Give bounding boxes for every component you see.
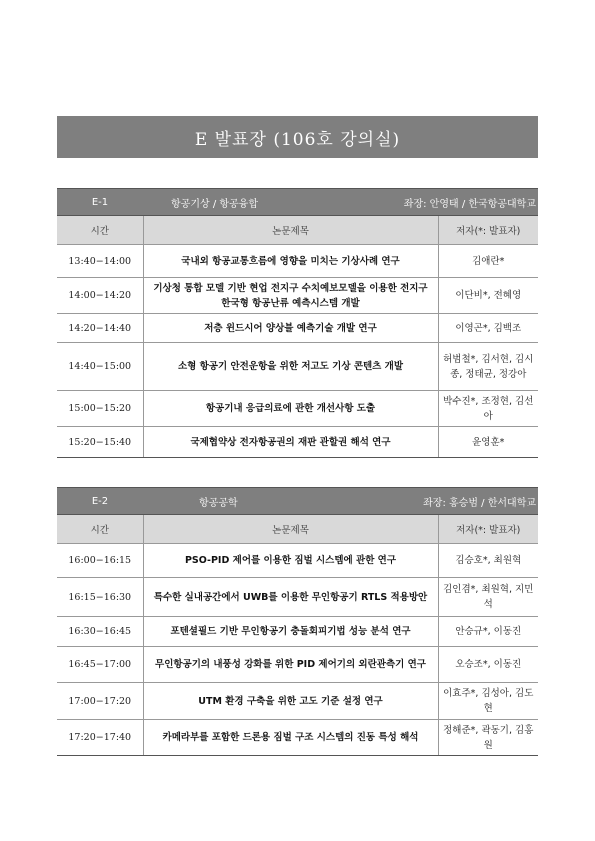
paper-authors: 이효주*, 김성아, 김도현 bbox=[438, 683, 538, 720]
paper-authors: 김인겸*, 최원혁, 지민석 bbox=[438, 578, 538, 617]
paper-time: 13:40−14:00 bbox=[57, 245, 143, 278]
paper-title: 항공기내 응급의료에 관한 개선사항 도출 bbox=[143, 391, 438, 427]
table-row bbox=[57, 647, 538, 683]
paper-authors: 오승조*, 이동진 bbox=[438, 647, 538, 683]
table-row bbox=[57, 617, 538, 647]
session-table-e2 bbox=[57, 487, 538, 756]
session-header bbox=[57, 189, 538, 216]
paper-title: 무인항공기의 내풍성 강화를 위한 PID 제어기의 외란관측기 연구 bbox=[143, 647, 438, 683]
paper-title: 국내외 항공교통흐름에 영향을 미치는 기상사례 연구 bbox=[143, 245, 438, 278]
paper-authors: 윤영훈* bbox=[438, 427, 538, 458]
paper-authors: 이단비*, 전혜영 bbox=[438, 278, 538, 314]
paper-time: 15:20−15:40 bbox=[57, 427, 143, 458]
session-code: E-1 bbox=[57, 189, 143, 216]
session-code: E-2 bbox=[57, 488, 143, 515]
column-header-title: 논문제목 bbox=[143, 515, 438, 544]
table-row bbox=[57, 683, 538, 720]
paper-time: 17:20−17:40 bbox=[57, 720, 143, 756]
column-header-row bbox=[57, 515, 538, 544]
table-row bbox=[57, 314, 538, 343]
paper-authors: 정해준*, 곽동기, 김홍원 bbox=[438, 720, 538, 756]
paper-time: 14:00−14:20 bbox=[57, 278, 143, 314]
paper-time: 15:00−15:20 bbox=[57, 391, 143, 427]
paper-authors: 안승규*, 이동진 bbox=[438, 617, 538, 647]
paper-time: 16:30−16:45 bbox=[57, 617, 143, 647]
paper-time: 14:40−15:00 bbox=[57, 343, 143, 391]
paper-time: 16:15−16:30 bbox=[57, 578, 143, 617]
session-header bbox=[57, 488, 538, 515]
column-header-title: 논문제목 bbox=[143, 216, 438, 245]
column-header-author: 저자(*: 발표자) bbox=[438, 515, 538, 544]
paper-title: 특수한 실내공간에서 UWB를 이용한 무인항공기 RTLS 적용방안 bbox=[143, 578, 438, 617]
paper-title: 국제협약상 전자항공권의 재판 관할권 해석 연구 bbox=[143, 427, 438, 458]
table-row bbox=[57, 245, 538, 278]
column-header-author: 저자(*: 발표자) bbox=[438, 216, 538, 245]
session-topic: 항공기상 / 항공융합 bbox=[171, 198, 259, 210]
paper-time: 16:45−17:00 bbox=[57, 647, 143, 683]
paper-authors: 김승호*, 최원혁 bbox=[438, 544, 538, 578]
paper-title: 저층 윈드시어 양상블 예측기술 개발 연구 bbox=[143, 314, 438, 343]
session-table-e1 bbox=[57, 188, 538, 458]
paper-time: 14:20−14:40 bbox=[57, 314, 143, 343]
paper-authors: 이영곤*, 김백조 bbox=[438, 314, 538, 343]
paper-authors: 허범철*, 김서현, 김시종, 정태균, 정강아 bbox=[438, 343, 538, 391]
paper-authors: 김애란* bbox=[438, 245, 538, 278]
paper-title: 포텐셜필드 기반 무인항공기 충돌회피기법 성능 분석 연구 bbox=[143, 617, 438, 647]
session-topic: 항공공학 bbox=[199, 497, 238, 509]
paper-title: UTM 환경 구축을 위한 고도 기준 설정 연구 bbox=[143, 683, 438, 720]
table-row bbox=[57, 278, 538, 314]
paper-time: 17:00−17:20 bbox=[57, 683, 143, 720]
paper-title: 카메라부를 포함한 드론용 짐벌 구조 시스템의 진동 특성 해석 bbox=[143, 720, 438, 756]
paper-time: 16:00−16:15 bbox=[57, 544, 143, 578]
table-row bbox=[57, 578, 538, 617]
paper-authors: 박수진*, 조정현, 김선아 bbox=[438, 391, 538, 427]
table-row bbox=[57, 391, 538, 427]
room-title-banner: E 발표장 (106호 강의실) bbox=[57, 116, 538, 158]
paper-title: 소형 항공기 안전운항을 위한 저고도 기상 콘텐츠 개발 bbox=[143, 343, 438, 391]
table-row bbox=[57, 343, 538, 391]
table-row bbox=[57, 720, 538, 756]
session-chair: 좌장: 안영태 / 한국항공대학교 bbox=[403, 198, 536, 210]
column-header-time: 시간 bbox=[57, 515, 143, 544]
paper-title: 기상청 통합 모델 기반 현업 전지구 수치예보모델을 이용한 전지구 한국형 항공난류 예측시스템 개발 bbox=[143, 278, 438, 314]
column-header-time: 시간 bbox=[57, 216, 143, 245]
table-row bbox=[57, 544, 538, 578]
column-header-row bbox=[57, 216, 538, 245]
session-chair: 좌장: 홍승범 / 한서대학교 bbox=[423, 497, 537, 509]
table-row bbox=[57, 427, 538, 458]
paper-title: PSO-PID 제어를 이용한 짐벌 시스템에 관한 연구 bbox=[143, 544, 438, 578]
